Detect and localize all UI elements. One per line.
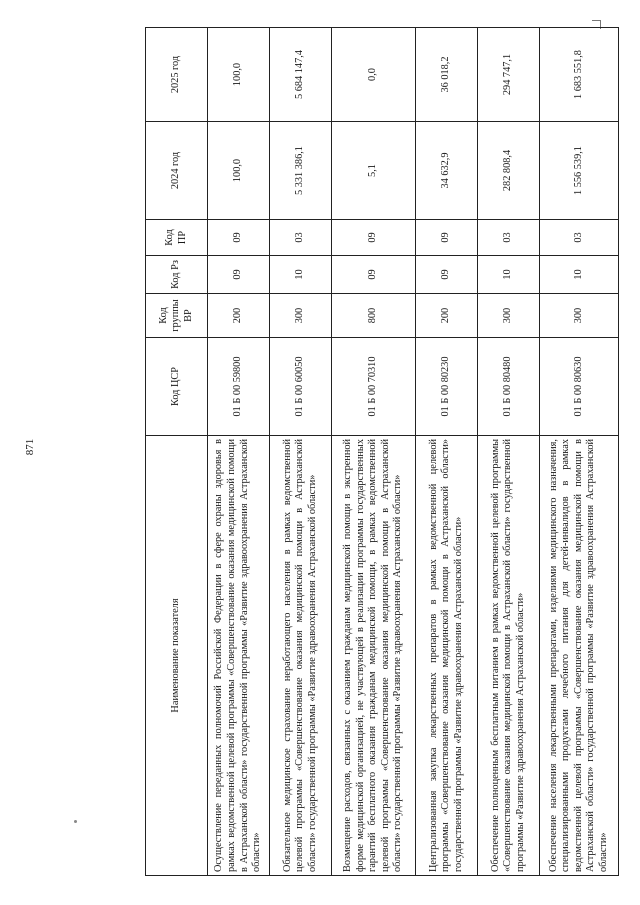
row-csr: 01 Б 00 60050	[270, 338, 332, 436]
row-2025: 5 684 147,4	[270, 28, 332, 122]
row-2024: 1 556 539,1	[540, 122, 619, 220]
row-vr: 800	[332, 294, 416, 338]
row-2025: 294 747,1	[478, 28, 540, 122]
row-name: Возмещение расходов, связанных с оказанием гражданам медицинской помощи в экстренной форме медицинской организацией, не участвующей в реализации программы государственных гарантий бесплатного оказания гражданам медицинской помощи, в рамках ведомственной целевой программы «Совершенствование оказания медицинской помощи в Астраханской области» государственной программы «Развитие здравоохранения Астраханской области»	[332, 436, 416, 876]
header-2024: 2024 год	[146, 122, 208, 220]
row-pr: 09	[416, 220, 478, 256]
row-2025: 1 683 551,8	[540, 28, 619, 122]
row-name: Обязательное медицинское страхование неработающего населения в рамках ведомственной целевой программы «Совершенствование оказания медицинской помощи в Астраханской области» государственной программы «Развитие здравоохранения Астраханской области»	[270, 436, 332, 876]
row-2024: 34 632,9	[416, 122, 478, 220]
row-vr: 300	[478, 294, 540, 338]
row-2024: 5 331 386,1	[270, 122, 332, 220]
table-row	[332, 28, 416, 876]
table-row	[270, 28, 332, 876]
scan-dot	[74, 820, 77, 823]
row-vr: 200	[208, 294, 270, 338]
row-pr: 03	[540, 220, 619, 256]
header-2025: 2025 год	[146, 28, 208, 122]
row-csr: 01 Б 00 80630	[540, 338, 619, 436]
row-2025: 0,0	[332, 28, 416, 122]
row-2025: 100,0	[208, 28, 270, 122]
table-row	[208, 28, 270, 876]
row-rz: 10	[540, 256, 619, 294]
row-2024: 5,1	[332, 122, 416, 220]
row-csr: 01 Б 00 59800	[208, 338, 270, 436]
table-header-row	[146, 28, 208, 876]
row-name: Централизованная закупка лекарственных препаратов в рамках ведомственной целевой программы «Совершенствование оказания медицинской помощи в Астраханской области» государственной программы «Развитие здравоохранения Астраханской области»	[416, 436, 478, 876]
row-name: Обеспечение полноценным бесплатным питанием в рамках ведомственной целевой программы «Совершенствование оказания медицинской помощи в Астраханской области» государственной программы «Развитие здравоохранения Астраханской области»	[478, 436, 540, 876]
row-2024: 100,0	[208, 122, 270, 220]
budget-table	[145, 27, 619, 876]
row-vr: 300	[540, 294, 619, 338]
table-row	[416, 28, 478, 876]
row-pr: 09	[208, 220, 270, 256]
table-row	[478, 28, 540, 876]
budget-table-wrapper	[145, 28, 618, 876]
header-pr: Код ПР	[146, 220, 208, 256]
row-name: Осуществление переданных полномочий Российской Федерации в сфере охраны здоровья в рамках ведомственной целевой программы «Совершенствование оказания медицинской помощи в Астраханской области» государственной программы «Развитие здравоохранения Астраханской области»	[208, 436, 270, 876]
row-2025: 36 018,2	[416, 28, 478, 122]
row-rz: 09	[332, 256, 416, 294]
row-csr: 01 Б 00 70310	[332, 338, 416, 436]
row-rz: 10	[270, 256, 332, 294]
rotated-table-container	[145, 28, 618, 876]
row-vr: 300	[270, 294, 332, 338]
header-vr: Код группы ВР	[146, 294, 208, 338]
header-csr: Код ЦСР	[146, 338, 208, 436]
row-rz: 09	[416, 256, 478, 294]
page-number: 871	[24, 438, 36, 456]
header-rz: Код Рз	[146, 256, 208, 294]
row-rz: 10	[478, 256, 540, 294]
row-rz: 09	[208, 256, 270, 294]
table-row	[540, 28, 619, 876]
row-pr: 03	[270, 220, 332, 256]
row-vr: 200	[416, 294, 478, 338]
row-csr: 01 Б 00 80480	[478, 338, 540, 436]
row-csr: 01 Б 00 80230	[416, 338, 478, 436]
row-name: Обеспечение населения лекарственными препаратами, изделиями медицинского назначения, специализированными продуктами лечебного питания для детей-инвалидов в рамках ведомственной целевой программы «Совершенствование оказания медицинской помощи в Астраханской области» государственной программы «Развитие здравоохранения Астраханской области»	[540, 436, 619, 876]
header-name: Наименование показателя	[146, 436, 208, 876]
row-pr: 03	[478, 220, 540, 256]
row-2024: 282 808,4	[478, 122, 540, 220]
row-pr: 09	[332, 220, 416, 256]
